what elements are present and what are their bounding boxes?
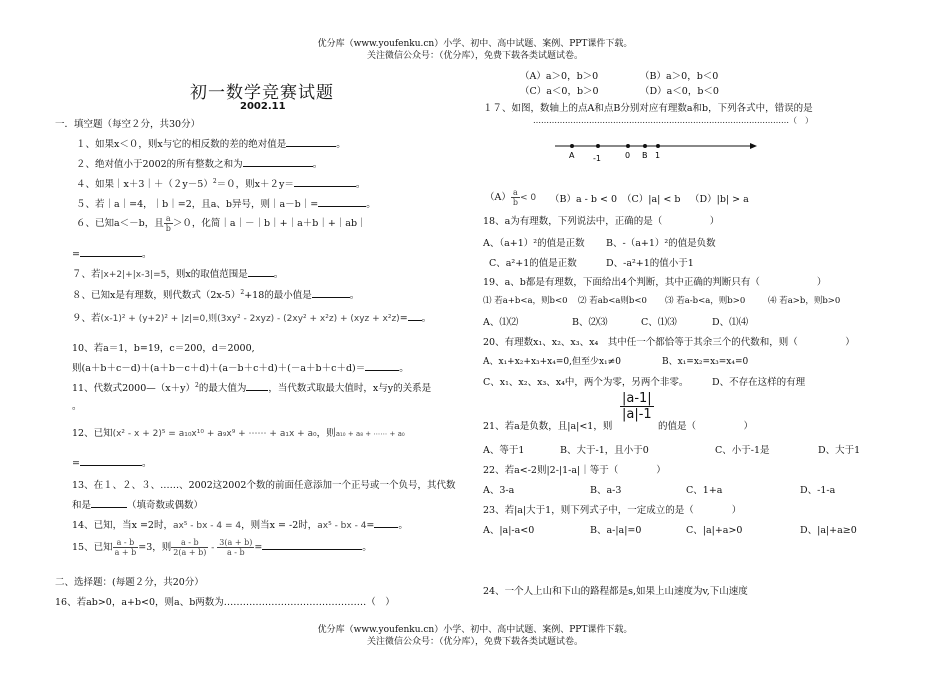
section-fill-blank: 一．填空题（每空２分，共30分） — [55, 119, 201, 130]
question-5-text: ５、若｜a｜=4，｜b｜=2，且a、b异号，则｜a－b｜= — [76, 199, 319, 210]
option-19-b[interactable]: B、⑵⑶ — [572, 317, 608, 328]
option-23-b[interactable]: B、a-|a|=0 — [590, 525, 642, 536]
statement-19-2: ⑵ 若ab<a则b<0 — [578, 296, 647, 306]
question-17-dots: ……………………………………………………………………………………（ ） — [533, 116, 813, 125]
answer-blank-4[interactable] — [294, 176, 356, 187]
number-line — [555, 138, 760, 166]
question-6-text-a: ６、已知a＜－b，且 — [76, 218, 164, 229]
footer-line-1: 优分库（www.youfenku.cn）小学、初中、高中试题、案例、PPT课件下载。 — [317, 625, 633, 635]
answer-blank-1[interactable] — [286, 136, 336, 147]
question-11-end: 。 — [72, 401, 82, 412]
answer-blank-7[interactable] — [248, 266, 274, 277]
question-8: ８、已知x是有理数，则代数式$(2x-5)^2+18$的最小值是 。 — [72, 288, 360, 301]
question-13: 13、在１、２、３、……、2002这2002个数的前面任意添加一个正号或一个负号，其代数 — [72, 480, 456, 491]
option-17-b[interactable]: （B）a - b < 0 — [550, 194, 618, 205]
option-19-c[interactable]: C、⑴⑶ — [641, 317, 677, 328]
answer-blank-11a[interactable] — [246, 380, 268, 391]
question-12-formula: (x² - x + 2)⁵ = a₁₀x¹⁰ + a₉x⁹ + ⋯⋯ + a₁x + a₀ — [112, 429, 317, 439]
question-22: 22、若a<-2则|2-|1-a|｜等于（ ） — [483, 465, 666, 476]
question-21-tail: 的值是（ ） — [658, 421, 754, 432]
option-22-a[interactable]: A、3-a — [483, 485, 515, 496]
question-6-fraction: $\frac{a}{b}$ — [165, 214, 171, 233]
question-12-target: a₁₀ + a₈ + ⋯⋯ + a₀ — [335, 430, 405, 438]
label-neg1: -1 — [593, 154, 601, 163]
question-12: 12、已知(x² - x + 2)⁵ = a₁₀x¹⁰ + a₉x⁹ + ⋯⋯ + a₁x + a₀，则a₁₀ + a₈ + ⋯⋯ + a₀ — [72, 428, 405, 439]
question-6-text-b: ＞０，化简｜a｜－｜b｜+｜a＋b｜+｜ab｜ — [172, 218, 367, 229]
section-multiple-choice: 二、选择题：(每题２分，共20分） — [55, 577, 204, 588]
question-6 — [76, 214, 367, 233]
point-a — [570, 144, 574, 148]
question-19: 19、a、b都是有理数，下面给出4个判断，其中正确的判断只有（ ） — [483, 277, 827, 288]
option-21-d[interactable]: D、大于1 — [818, 445, 861, 456]
option-19-a[interactable]: A、⑴⑵ — [483, 317, 519, 328]
option-23-a[interactable]: A、|a|-a<0 — [483, 525, 535, 536]
answer-blank-5[interactable] — [318, 196, 366, 207]
statement-19-3: ⑶ 若a-b<a，则b>0 — [665, 296, 746, 306]
question-7: ７、若|x+2|+|x-3|=5，则x的取值范围是 。 — [72, 266, 283, 280]
answer-blank-14[interactable] — [374, 517, 398, 528]
option-21-a[interactable]: A、等于1 — [483, 445, 525, 456]
option-18-b[interactable]: B、-（a+1）²的值是负数 — [606, 238, 716, 249]
question-2-text: ２、绝对值小于2002的所有整数之和为 — [76, 159, 243, 170]
number-line-arrow — [750, 143, 757, 149]
option-18-a[interactable]: A、（a+1）²的值是正数 — [483, 238, 585, 249]
answer-blank-6[interactable] — [80, 246, 142, 257]
question-10-given: 10、若a＝1，b=19，c＝200，d＝2000, — [72, 343, 255, 354]
option-22-b[interactable]: B、a-3 — [590, 485, 622, 496]
question-16: 16、若ab>0，a+b<0，则a、b两数为………………………………………（ ） — [55, 597, 395, 608]
answer-blank-2[interactable] — [243, 156, 313, 167]
point-one — [656, 144, 660, 148]
question-10: 则(a＋b＋c－d)＋(a＋b－c＋d)＋(a－b＋c＋d)＋(－a＋b＋c＋d)＝ 。 — [72, 360, 409, 374]
question-7-formula: |x+2|+|x-3|=5 — [100, 270, 167, 280]
label-a: A — [569, 151, 575, 160]
option-16-b[interactable]: （B）a＞0，b＜0 — [640, 71, 719, 82]
page-footer — [0, 624, 950, 648]
question-4: ４、如果$|x+3|+(2y-5)^2=0$，则x＋２y＝ 。 — [76, 177, 366, 190]
exam-date: 2002.11 — [240, 101, 286, 112]
point-zero — [626, 144, 630, 148]
question-5: ５、若｜a｜=4，｜b｜=2，且a、b异号，则｜a－b｜= 。 — [76, 196, 376, 210]
question-2: ２、绝对值小于2002的所有整数之和为 。 — [76, 156, 322, 170]
answer-blank-12[interactable] — [80, 455, 142, 466]
header-line-1: 优分库（www.youfenku.cn）小学、初中、高中试题、案例、PPT课件下载。 — [317, 39, 633, 49]
option-20-c[interactable]: C、x₁、x₂、x₃、x₄中，两个为零，另两个非零。 — [483, 377, 689, 388]
answer-blank-15[interactable] — [262, 539, 362, 550]
option-17-a[interactable]: （A） $\frac{a}{b}$ < 0 — [485, 188, 537, 207]
option-23-c[interactable]: C、|a|+a>0 — [686, 525, 743, 536]
question-12-answer: = 。 — [72, 455, 151, 469]
question-1: １、如果x＜０，则x与它的相反数的差的绝对值是 。 — [76, 136, 346, 150]
question-14: 14、已知，当x =2时，ax⁵ - bx - 4 = 4，则当x = -2时，ax⁵ - bx - 4= 。 — [72, 517, 408, 531]
question-11: 11、代数式$2000—(x+y)^2$的最大值为 ，当代数式取最大值时，x与y的关系是 — [72, 381, 432, 394]
question-18: 18、a为有理数，下列说法中，正确的是（ ） — [483, 216, 720, 227]
option-22-d[interactable]: D、-1-a — [800, 485, 836, 496]
answer-blank-10[interactable] — [365, 360, 399, 371]
statement-19-1: ⑴ 若a+b<a，则b<0 — [483, 296, 568, 306]
statement-19-4: ⑷ 若a>b，则b>0 — [768, 296, 841, 306]
question-6-answer: = 。 — [72, 246, 151, 260]
question-9-formula: (x-1)² + (y+2)² + |z|=0,则(3xy² - 2xyz) - (2xy² + x²z) + (xyz + x²z) — [100, 314, 400, 324]
question-1-text: １、如果x＜０，则x与它的相反数的差的绝对值是 — [76, 139, 287, 150]
option-21-b[interactable]: B、大于-1，且小于0 — [560, 445, 649, 456]
option-17-d[interactable]: （D）|b| > a — [690, 194, 749, 205]
question-20: 20、有理数x₁、x₂、x₃、x₄ 其中任一个都恰等于其余三个的代数和，则（ ） — [483, 337, 855, 348]
question-15: 15、已知 $\frac{a - b}{a + b}$ =3，则 $\frac{a - b}{2(a + b)}$ - $\frac{3(a + b)}{a - b}$ = 。 — [72, 538, 372, 557]
option-19-d[interactable]: D、⑴⑷ — [712, 317, 749, 328]
option-18-d[interactable]: D、-a²+1的值小于1 — [606, 258, 694, 269]
option-16-c[interactable]: （C）a＜0，b＞0 — [520, 86, 599, 97]
question-23: 23、若|a|大于1，则下列式子中，一定成立的是（ ） — [483, 505, 742, 516]
option-20-b[interactable]: B、x₁=x₂=x₃=x₄=0 — [662, 357, 749, 367]
question-21: 21、若a是负数，且|a|<1，则 — [483, 421, 613, 432]
option-22-c[interactable]: C、1+a — [686, 485, 723, 496]
point-b — [643, 144, 647, 148]
option-23-d[interactable]: D、|a|+a≥0 — [800, 525, 857, 536]
question-4-text-b: ＝０，则x＋２y＝ — [216, 179, 294, 190]
exam-title: 初一数学竞赛试题 — [190, 83, 334, 103]
question-13-answer: 和是 （填奇数或偶数） — [72, 497, 203, 511]
question-24: 24、一个人上山和下山的路程都是s,如果上山速度为v,下山速度 — [483, 586, 748, 597]
option-20-a[interactable]: A、x₁+x₂+x₃+x₄=0,但至少x₁≠0 — [483, 357, 621, 367]
option-18-c[interactable]: C、a²+1的值是正数 — [489, 258, 577, 269]
question-9: ９、若(x-1)² + (y+2)² + |z|=0,则(3xy² - 2xyz) - (2xy² + x²z) + (xyz + x²z)= 。 — [72, 310, 431, 324]
answer-blank-13[interactable] — [91, 497, 127, 508]
label-one: 1 — [655, 151, 661, 160]
option-16-a[interactable]: （A）a＞0，b＞0 — [520, 71, 599, 82]
question-4-exponent: 2 — [212, 177, 217, 185]
answer-blank-9[interactable] — [408, 310, 422, 321]
header-line-2: 关注微信公众号：（优分库），免费下载各类试题试卷。 — [366, 51, 583, 61]
option-20-d[interactable]: D、不存在这样的有理 — [712, 377, 806, 388]
answer-blank-8[interactable] — [312, 287, 350, 298]
page-header — [0, 38, 950, 62]
label-b: B — [642, 151, 648, 160]
option-21-c[interactable]: C、小于-1是 — [715, 445, 770, 456]
footer-line-2: 关注微信公众号：（优分库），免费下载各类试题试卷。 — [366, 637, 583, 647]
label-zero: 0 — [625, 151, 631, 160]
question-4-text-a: ４、如果｜x＋3｜＋（２y－5） — [76, 179, 213, 190]
question-21-fraction: |a-1| |a|-1 — [622, 391, 652, 422]
option-17-c[interactable]: （C）|a| < b — [622, 194, 681, 205]
option-16-d[interactable]: （D）a＜0，b＜0 — [640, 86, 719, 97]
point-neg1 — [596, 144, 600, 148]
question-17: １７、如图，数轴上的点A和点B分别对应有理数a和b，下列各式中，错误的是 — [483, 103, 813, 114]
